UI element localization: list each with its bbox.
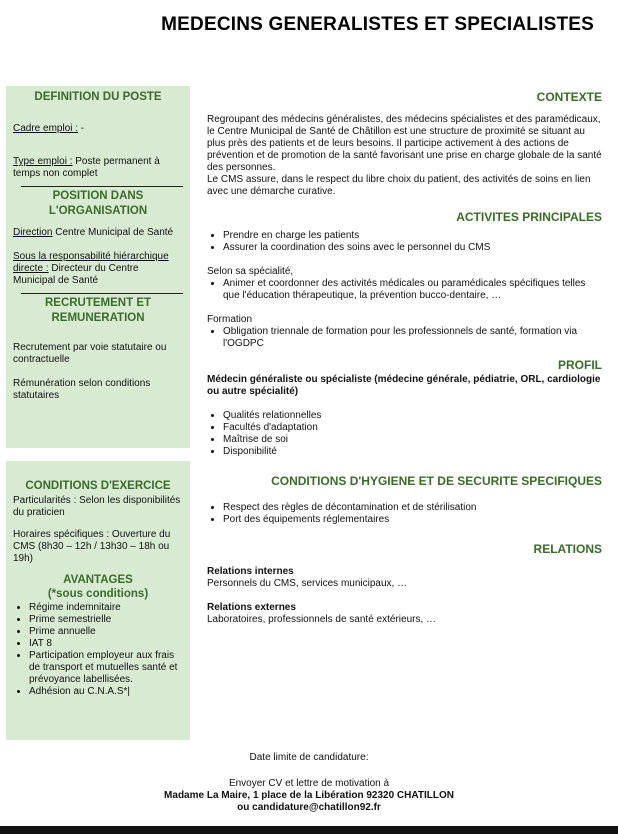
recrutement-text: Recrutement par voie statutaire ou contractuelle xyxy=(13,342,167,365)
date-limite: Date limite de candidature: xyxy=(249,752,369,763)
position-heading: POSITION DANS L'ORGANISATION xyxy=(48,190,148,217)
list-item: • Adhésion au C.N.A.S*| xyxy=(29,686,183,698)
direction-label: Direction xyxy=(13,227,53,238)
hygiene-list xyxy=(207,502,602,526)
direction-value: Centre Municipal de Santé xyxy=(52,227,174,238)
internes-text: Personnels du CMS, services municipaux, … xyxy=(207,578,408,589)
cadre-value: - xyxy=(78,123,85,134)
list-item: • Participation employeur aux frais de transport et mutuelles santé et prévoyance labellisées. xyxy=(29,650,183,686)
right-column xyxy=(207,90,602,626)
conditions-heading: CONDITIONS D'EXERCICE xyxy=(25,480,171,492)
left-panel-poste xyxy=(6,86,190,448)
direction xyxy=(13,227,183,239)
specialite-label: Selon sa spécialité, xyxy=(207,266,294,277)
activites-heading: ACTIVITES PRINCIPALES xyxy=(456,210,602,224)
type-value: Poste permanent à temps non complet xyxy=(13,156,160,179)
avantages-heading: AVANTAGES xyxy=(63,574,133,586)
hygiene-heading: CONDITIONS D'HYGIENE ET DE SECURITE SPECIFIQUES xyxy=(271,474,602,488)
relations-heading: RELATIONS xyxy=(533,542,602,556)
list-item: • Obligation triennale de formation pour les professionnels de santé, formation via l'OGDPC xyxy=(223,326,602,350)
list-item: • Prime semestrielle xyxy=(29,614,183,626)
contexte-p2: Le CMS assure, dans le respect du libre choix du patient, des activités de soins en lien avec une démarche curative. xyxy=(207,174,591,197)
responsabilite-label: Sous la responsabilité hiérarchique directe : xyxy=(13,251,169,274)
activites-list xyxy=(207,230,602,254)
responsabilite xyxy=(13,251,183,287)
list-item: • Port des équipements réglementaires xyxy=(223,514,602,526)
avantages-subheading: (*sous conditions) xyxy=(47,588,149,600)
externes-text: Laboratoires, professionnels de santé extérieurs, … xyxy=(207,614,437,625)
envoyer-text: Envoyer CV et lettre de motivation à xyxy=(228,778,390,789)
adresse-text: Madame La Maire, 1 place de la Libération 92320 CHATILLON xyxy=(164,790,454,801)
bottom-bar xyxy=(0,826,618,834)
specialite-list xyxy=(207,278,602,302)
internes-label: Relations internes xyxy=(207,566,294,577)
list-item: • Respect des règles de décontamination et de stérilisation xyxy=(223,502,602,514)
cadre-label: Cadre emploi : xyxy=(13,123,79,134)
definition-heading: DEFINITION DU POSTE xyxy=(34,91,162,103)
list-item: • Maîtrise de soi xyxy=(223,434,602,446)
externes-label: Relations externes xyxy=(207,602,296,613)
contexte-p1: Regroupant des médecins généralistes, des médecins spécialistes et des paramédicaux, le Centre Municipal de Santé de Châtillon est une structure de proximité se situant au plus près des patients et de leurs besoins. Il participe activement à des actions de prévention et de promotion de la santé favorisant une prise en charge globale de la santé des personnes. xyxy=(207,114,602,173)
list-item: • Facultés d'adaptation xyxy=(223,422,602,434)
formation-label: Formation xyxy=(207,314,253,325)
email-text: ou candidature@chatillon92.fr xyxy=(237,802,381,813)
list-item: • Prime annuelle xyxy=(29,626,183,638)
list-item: • IAT 8 xyxy=(29,638,183,650)
recrutement-heading: RECRUTEMENT ET REMUNERATION xyxy=(44,297,152,324)
responsabilite-value: Directeur du Centre Municipal de Santé xyxy=(13,263,139,286)
remuneration-text: Rémunération selon conditions statutaires xyxy=(13,378,151,401)
list-item: • Animer et coordonner des activités médicales ou paramédicales spécifiques telles que l'éducation thérapeutique, la prévention bucco-dentaire, … xyxy=(223,278,602,302)
left-panel-conditions xyxy=(6,461,190,740)
type-emploi xyxy=(13,156,183,180)
profil-list xyxy=(207,410,602,458)
contexte-heading: CONTEXTE xyxy=(536,90,602,104)
particularites-text: Particularités : Selon les disponibilités du praticien xyxy=(13,495,181,518)
page-title: MEDECINS GENERALISTES ET SPECIALISTES xyxy=(161,14,594,35)
divider xyxy=(21,293,183,294)
type-label: Type emploi : xyxy=(13,156,73,167)
divider xyxy=(21,186,183,187)
list-item: • Qualités relationnelles xyxy=(223,410,602,422)
profil-bold: Médecin généraliste ou spécialiste (médecine générale, pédiatrie, ORL, cardiologie ou autre spécialité) xyxy=(207,374,601,397)
list-item: • Prendre en charge les patients xyxy=(223,230,602,242)
cadre-emploi xyxy=(13,123,183,135)
formation-list xyxy=(207,326,602,350)
list-item: • Disponibilité xyxy=(223,446,602,458)
profil-heading: PROFIL xyxy=(558,358,602,372)
list-item: • Régime indemnitaire xyxy=(29,602,183,614)
horaires-text: Horaires spécifiques : Ouverture du CMS (8h30 – 12h / 13h30 – 18h ou 19h) xyxy=(13,529,171,564)
list-item: • Assurer la coordination des soins avec le personnel du CMS xyxy=(223,242,602,254)
avantages-list xyxy=(13,602,183,698)
